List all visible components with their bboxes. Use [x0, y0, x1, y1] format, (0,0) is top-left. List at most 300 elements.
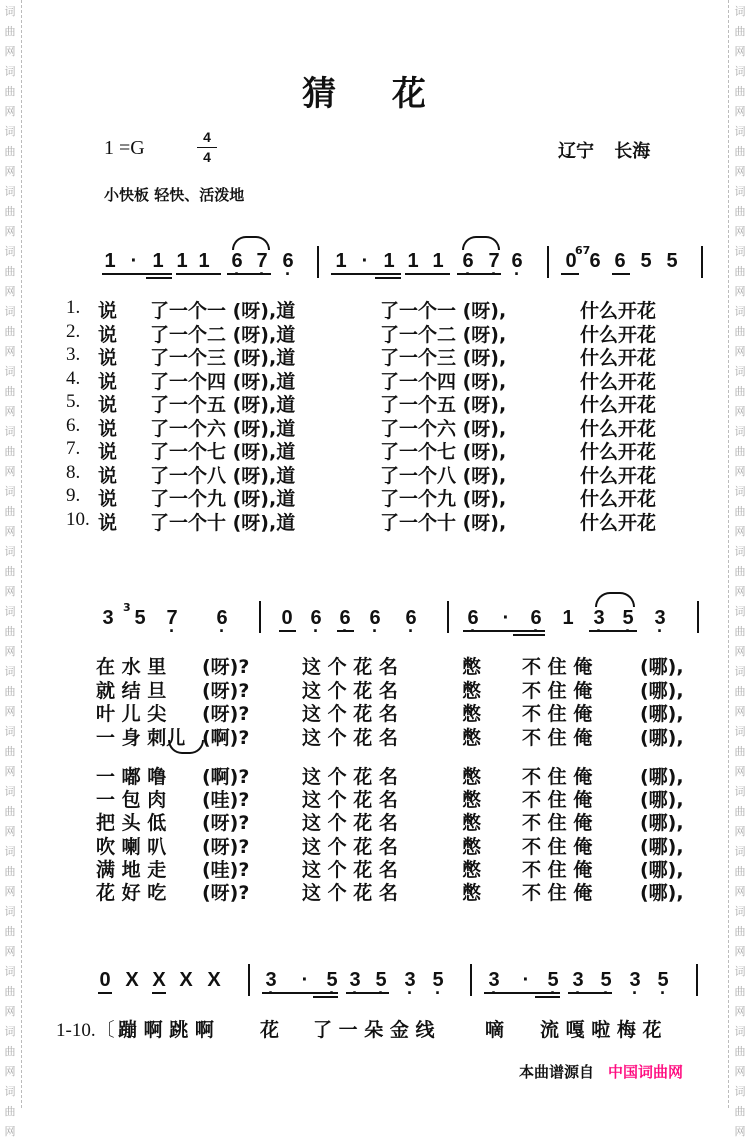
- note: 1: [562, 607, 574, 629]
- watermark-char: 词: [4, 905, 16, 918]
- note: 6 ·: [308, 607, 324, 630]
- beam: [176, 273, 221, 275]
- watermark-char: 曲: [734, 625, 746, 638]
- note: 6 ·: [280, 250, 296, 273]
- refrain-line-6-f: (哪),: [640, 789, 684, 812]
- verse-3-b: 了一个三 (呀),道: [150, 347, 296, 369]
- watermark-char: 词: [4, 665, 16, 678]
- refrain-line-6-a: 一 包 肉: [96, 789, 167, 812]
- beam: [331, 273, 401, 275]
- note: 5: [640, 250, 652, 272]
- refrain-line-7-e: 不 住 俺: [522, 812, 593, 835]
- watermark-char: 曲: [734, 685, 746, 698]
- verse-5-num: [66, 390, 80, 413]
- refrain-line-8-f: (哪),: [640, 835, 684, 858]
- time-signature: [197, 129, 217, 166]
- source-label: 本曲谱源自: [519, 1063, 595, 1081]
- watermark-char: 词: [734, 305, 746, 318]
- watermark-char: 词: [734, 785, 746, 798]
- watermark-char: 词: [4, 245, 16, 258]
- verse-6-num: [66, 414, 80, 437]
- watermark-char: 网: [4, 1125, 16, 1138]
- watermark-char: 词: [4, 485, 16, 498]
- watermark-group: [0, 302, 20, 362]
- note: 3 ·: [263, 969, 279, 992]
- verse-number: 5.: [66, 391, 81, 412]
- watermark-char: 曲: [4, 325, 16, 338]
- watermark-char: 网: [4, 285, 16, 298]
- note: 5: [134, 607, 146, 629]
- slur: [462, 236, 500, 250]
- verse-1-a: 说: [98, 300, 118, 322]
- watermark-char: 网: [734, 1125, 746, 1138]
- watermark-char: 网: [734, 225, 746, 238]
- verse-7-b: 了一个七 (呀),道: [150, 441, 296, 463]
- watermark-char: 词: [734, 605, 746, 618]
- bar-line: [447, 601, 449, 633]
- refrain-line-4-e: 不 住 俺: [522, 726, 593, 749]
- watermark-char: 词: [4, 425, 16, 438]
- watermark-char: 网: [734, 345, 746, 358]
- verse-9-b: 了一个九 (呀),道: [150, 488, 296, 510]
- refrain-line-1-e: 不 住 俺: [522, 656, 593, 678]
- dot: ·: [522, 969, 530, 991]
- bar-line: [697, 601, 699, 633]
- watermark-char: 曲: [734, 325, 746, 338]
- watermark-char: 词: [4, 845, 16, 858]
- note: 1: [104, 250, 116, 272]
- bar-line: [547, 246, 549, 278]
- watermark-group: [730, 302, 750, 362]
- watermark-char: 网: [4, 765, 16, 778]
- refrain-line-7-b: (呀)?: [202, 812, 250, 835]
- refrain-line-3-f: (哪),: [640, 703, 684, 725]
- watermark-char: 曲: [4, 505, 16, 518]
- refrain-line-2-b: (呀)?: [202, 679, 250, 702]
- watermark-group: [730, 662, 750, 722]
- refrain-line-10-e: 不 住 俺: [522, 882, 593, 904]
- system1-notation: [0, 250, 750, 280]
- note: 1: [407, 250, 419, 272]
- beam: [262, 992, 338, 994]
- refrain-line-7-f: (哪),: [640, 812, 684, 835]
- watermark-char: 词: [4, 365, 16, 378]
- watermark-char: 词: [734, 5, 746, 18]
- watermark-group: [730, 2, 750, 62]
- verse-5-c: 了一个五 (呀),: [380, 394, 507, 416]
- note: 6 ·: [214, 607, 230, 630]
- watermark-char: 曲: [734, 205, 746, 218]
- watermark-char: 网: [4, 645, 16, 658]
- verse-6-c: 了一个六 (呀),: [380, 417, 507, 440]
- watermark-char: 曲: [4, 565, 16, 578]
- watermark-char: 网: [734, 105, 746, 118]
- note: 6 ·: [509, 250, 525, 273]
- bar-line: [470, 964, 472, 996]
- watermark-char: 曲: [734, 1105, 746, 1118]
- verse-6-b: 了一个六 (呀),道: [150, 417, 296, 440]
- note: 1: [432, 250, 444, 272]
- watermark-char: 网: [734, 1005, 746, 1018]
- grace-note: 3: [123, 601, 131, 614]
- refrain-line-5-a: 一 嘟 噜: [96, 766, 167, 788]
- verse-2-num: [66, 320, 80, 343]
- verse-1-b: 了一个一 (呀),道: [150, 300, 296, 322]
- verse-5-b: 了一个五 (呀),道: [150, 394, 296, 416]
- watermark-char: 曲: [4, 925, 16, 938]
- watermark-char: 网: [4, 705, 16, 718]
- note: 7 ·: [486, 250, 502, 273]
- verse-2-a: 说: [98, 323, 118, 346]
- watermark-char: 网: [734, 945, 746, 958]
- watermark-group: [730, 722, 750, 782]
- note: 5 ·: [598, 969, 614, 992]
- watermark-char: 网: [4, 885, 16, 898]
- verse-5-d: 什么开花: [580, 394, 657, 416]
- watermark-char: 词: [4, 545, 16, 558]
- refrain-line-3-b: (呀)?: [202, 703, 250, 725]
- note: 3 ·: [486, 969, 502, 992]
- source-credit: [519, 1061, 683, 1082]
- watermark-char: 曲: [4, 25, 16, 38]
- verse-1-num: [66, 296, 80, 319]
- system3-lyric-c: 了 一 朵 金 线: [313, 1019, 435, 1041]
- watermark-char: 网: [734, 705, 746, 718]
- right-dashed-border: [728, 0, 729, 1108]
- watermark-char: 词: [4, 1025, 16, 1038]
- watermark-char: 词: [4, 1085, 16, 1098]
- watermark-char: 网: [4, 525, 16, 538]
- watermark-char: 网: [4, 105, 16, 118]
- refrain-line-9-c: 这 个 花 名: [302, 858, 398, 881]
- source-site-link[interactable]: 中国词曲网: [608, 1063, 684, 1081]
- note: 5 ·: [620, 607, 636, 630]
- note: 1: [198, 250, 210, 272]
- watermark-char: 词: [734, 65, 746, 78]
- watermark-char: 曲: [734, 925, 746, 938]
- note: 1: [335, 250, 347, 272]
- watermark-group: [0, 782, 20, 842]
- tempo-marking: 小快板 轻快、活泼地: [104, 186, 245, 204]
- watermark-char: 曲: [4, 1105, 16, 1118]
- refrain-line-3-d: 憋: [462, 703, 482, 725]
- note: 6: [614, 250, 626, 272]
- refrain-line-8-a: 吹 喇 叭: [96, 835, 167, 858]
- refrain-line-10-c: 这 个 花 名: [302, 882, 398, 904]
- system3-lyric-a: 蹦 啊 跳 啊: [118, 1019, 214, 1041]
- watermark-char: 网: [4, 825, 16, 838]
- watermark-group: [0, 662, 20, 722]
- note: 5 ·: [324, 969, 340, 992]
- refrain-line-8-c: 这 个 花 名: [302, 835, 398, 858]
- refrain-line-5-f: (哪),: [640, 766, 684, 788]
- watermark-char: 网: [4, 45, 16, 58]
- beam: [484, 992, 560, 994]
- verse-8-a: 说: [98, 464, 118, 487]
- refrain-line-7-d: 憋: [462, 812, 482, 835]
- watermark-char: 曲: [4, 745, 16, 758]
- refrain-line-4-a: 一 身 刺儿: [96, 726, 186, 749]
- watermark-char: 曲: [734, 745, 746, 758]
- key-signature: 1 =G: [104, 137, 145, 159]
- beam: [227, 273, 271, 275]
- refrain-line-1-a: 在 水 里: [96, 656, 167, 678]
- verse-3-c: 了一个三 (呀),: [380, 347, 507, 369]
- watermark-char: 网: [734, 165, 746, 178]
- watermark-char: 词: [734, 545, 746, 558]
- watermark-char: 词: [734, 125, 746, 138]
- watermark-char: 词: [4, 965, 16, 978]
- watermark-char: 网: [734, 585, 746, 598]
- verse-7-a: 说: [98, 441, 118, 463]
- watermark-group: [730, 482, 750, 542]
- note: 5: [666, 250, 678, 272]
- note: 0: [99, 969, 111, 991]
- refrain-line-3-c: 这 个 花 名: [302, 703, 398, 725]
- verse-8-c: 了一个八 (呀),: [380, 464, 507, 487]
- note: 6 ·: [229, 250, 245, 273]
- verse-number: 1.: [66, 297, 81, 318]
- watermark-char: 网: [4, 405, 16, 418]
- beam: [463, 630, 545, 632]
- note: 6 ·: [528, 607, 544, 630]
- watermark-char: 网: [4, 945, 16, 958]
- time-sig-top: 4: [203, 129, 211, 145]
- note: 3 ·: [652, 607, 668, 630]
- refrain-line-2-a: 就 结 旦: [96, 679, 167, 702]
- watermark-char: 网: [4, 465, 16, 478]
- beam: [346, 992, 389, 994]
- refrain-line-9-e: 不 住 俺: [522, 858, 593, 881]
- watermark-char: 词: [734, 665, 746, 678]
- refrain-line-4-c: 这 个 花 名: [302, 726, 398, 749]
- refrain-line-3-a: 叶 儿 尖: [96, 703, 167, 725]
- note: 6 ·: [367, 607, 383, 630]
- watermark-char: 曲: [4, 265, 16, 278]
- note: X: [125, 969, 139, 991]
- note: 6 ·: [465, 607, 481, 630]
- verse-5-a: 说: [98, 394, 118, 416]
- watermark-char: 网: [734, 825, 746, 838]
- watermark-char: 曲: [734, 865, 746, 878]
- beam: [337, 630, 354, 632]
- watermark-char: 网: [734, 465, 746, 478]
- note: 0: [565, 250, 577, 272]
- left-dashed-border: [21, 0, 22, 1108]
- note: 3 ·: [570, 969, 586, 992]
- refrain-line-7-a: 把 头 低: [96, 812, 167, 835]
- watermark-char: 网: [734, 1065, 746, 1078]
- verse-number: 8.: [66, 461, 81, 483]
- watermark-char: 词: [734, 185, 746, 198]
- watermark-char: 曲: [734, 985, 746, 998]
- watermark-char: 曲: [4, 685, 16, 698]
- watermark-char: 词: [734, 485, 746, 498]
- refrain-line-1-b: (呀)?: [202, 656, 250, 678]
- watermark-char: 曲: [4, 1045, 16, 1058]
- watermark-char: 词: [4, 725, 16, 738]
- watermark-right: [730, 0, 750, 1138]
- verse-3-num: [66, 343, 80, 366]
- watermark-char: 曲: [4, 385, 16, 398]
- beam: [102, 273, 172, 275]
- refrain-line-4-b: (啊)?: [202, 726, 250, 749]
- beam: [152, 992, 166, 994]
- watermark-char: 词: [734, 425, 746, 438]
- beam: [589, 630, 637, 632]
- watermark-group: [0, 722, 20, 782]
- note: 6 ·: [460, 250, 476, 273]
- dot: ·: [301, 969, 309, 991]
- watermark-char: 网: [734, 765, 746, 778]
- verse-3-a: 说: [98, 347, 118, 369]
- watermark-char: 曲: [734, 1045, 746, 1058]
- refrain-line-6-d: 憋: [462, 789, 482, 812]
- refrain-line-10-d: 憋: [462, 882, 482, 904]
- watermark-char: 词: [4, 65, 16, 78]
- watermark-char: 词: [734, 725, 746, 738]
- watermark-char: 网: [734, 645, 746, 658]
- beam: [375, 277, 401, 279]
- watermark-char: 词: [734, 1085, 746, 1098]
- verse-1-d: 什么开花: [580, 300, 657, 322]
- verse-number: 2.: [66, 320, 81, 342]
- verse-9-num: [66, 484, 80, 507]
- system2-notation: [0, 607, 750, 637]
- time-sig-bottom: 4: [203, 149, 211, 165]
- watermark-group: [0, 542, 20, 602]
- note: 7 ·: [164, 607, 180, 630]
- watermark-left: [0, 0, 20, 1138]
- note: X: [179, 969, 193, 991]
- bar-line: [701, 246, 703, 278]
- verse-10-b: 了一个十 (呀),道: [150, 511, 296, 534]
- note: 7 ·: [254, 250, 270, 273]
- refrain-line-2-c: 这 个 花 名: [302, 679, 398, 702]
- note: 3 ·: [347, 969, 363, 992]
- note: 6: [589, 250, 601, 272]
- verse-9-c: 了一个九 (呀),: [380, 488, 507, 510]
- watermark-char: 网: [4, 585, 16, 598]
- dot: ·: [361, 250, 369, 272]
- verse-4-a: 说: [98, 370, 118, 393]
- watermark-char: 词: [734, 365, 746, 378]
- verse-7-d: 什么开花: [580, 441, 657, 463]
- beam: [146, 277, 172, 279]
- refrain-line-1-c: 这 个 花 名: [302, 656, 398, 678]
- lyric-slur: [168, 740, 204, 754]
- watermark-group: [0, 122, 20, 182]
- system3-lyric-d: 嘀: [485, 1019, 505, 1041]
- dot: ·: [502, 607, 510, 629]
- verse-1-c: 了一个一 (呀),: [380, 300, 507, 322]
- verse-number: 9.: [66, 485, 81, 506]
- song-origin: 辽宁 长海: [558, 141, 651, 162]
- watermark-char: 曲: [4, 205, 16, 218]
- verse-2-d: 什么开花: [580, 323, 657, 346]
- note: X: [207, 969, 221, 991]
- watermark-group: [730, 782, 750, 842]
- note: 1: [383, 250, 395, 272]
- watermark-char: 词: [4, 185, 16, 198]
- watermark-group: [0, 422, 20, 482]
- refrain-line-2-d: 憋: [462, 679, 482, 702]
- refrain-line-8-b: (呀)?: [202, 835, 250, 858]
- watermark-group: [0, 182, 20, 242]
- watermark-char: 曲: [4, 985, 16, 998]
- refrain-line-6-b: (哇)?: [202, 789, 250, 812]
- watermark-char: 曲: [4, 445, 16, 458]
- verse-number: 6.: [66, 414, 81, 436]
- beam: [513, 634, 545, 636]
- note: 5 ·: [655, 969, 671, 992]
- refrain-line-10-f: (哪),: [640, 882, 684, 904]
- refrain-line-1-f: (哪),: [640, 656, 684, 678]
- verse-number: 10.: [66, 508, 90, 530]
- beam: [561, 273, 579, 275]
- refrain-line-10-a: 花 好 吃: [96, 882, 167, 904]
- beam: [535, 996, 560, 998]
- refrain-line-3-e: 不 住 俺: [522, 703, 593, 725]
- verse-10-num: [66, 508, 90, 531]
- beam: [568, 992, 612, 994]
- watermark-char: 曲: [4, 625, 16, 638]
- watermark-group: [0, 1082, 20, 1142]
- watermark-group: [0, 482, 20, 542]
- watermark-group: [0, 902, 20, 962]
- note: X: [152, 969, 166, 991]
- watermark-char: 曲: [734, 85, 746, 98]
- verse-4-num: [66, 367, 80, 390]
- watermark-char: 曲: [734, 565, 746, 578]
- refrain-line-6-e: 不 住 俺: [522, 789, 593, 812]
- note: 3 ·: [402, 969, 418, 992]
- watermark-char: 网: [734, 525, 746, 538]
- watermark-char: 曲: [4, 145, 16, 158]
- watermark-char: 词: [734, 1025, 746, 1038]
- refrain-line-5-d: 憋: [462, 766, 482, 788]
- note: 5 ·: [373, 969, 389, 992]
- note: 5 ·: [430, 969, 446, 992]
- refrain-line-4-d: 憋: [462, 726, 482, 749]
- note: 6 ·: [403, 607, 419, 630]
- refrain-line-5-b: (啊)?: [202, 766, 250, 788]
- bar-line: [248, 964, 250, 996]
- system3-notation: [0, 969, 750, 999]
- note: 0: [281, 607, 293, 629]
- watermark-char: 曲: [734, 25, 746, 38]
- refrain-line-8-d: 憋: [462, 835, 482, 858]
- watermark-char: 曲: [4, 865, 16, 878]
- watermark-char: 网: [734, 405, 746, 418]
- watermark-char: 词: [734, 845, 746, 858]
- note: 3 ·: [627, 969, 643, 992]
- beam: [457, 273, 501, 275]
- watermark-char: 网: [4, 1005, 16, 1018]
- watermark-char: 曲: [4, 85, 16, 98]
- watermark-char: 网: [734, 45, 746, 58]
- watermark-group: [730, 1082, 750, 1142]
- watermark-char: 网: [4, 345, 16, 358]
- refrain-line-1-d: 憋: [462, 656, 482, 678]
- verse-2-b: 了一个二 (呀),道: [150, 323, 296, 346]
- watermark-char: 网: [4, 225, 16, 238]
- verse-number: 3.: [66, 344, 81, 365]
- watermark-group: [730, 542, 750, 602]
- refrain-line-10-b: (呀)?: [202, 882, 250, 904]
- verse-8-num: [66, 461, 80, 484]
- verse-2-c: 了一个二 (呀),: [380, 323, 507, 346]
